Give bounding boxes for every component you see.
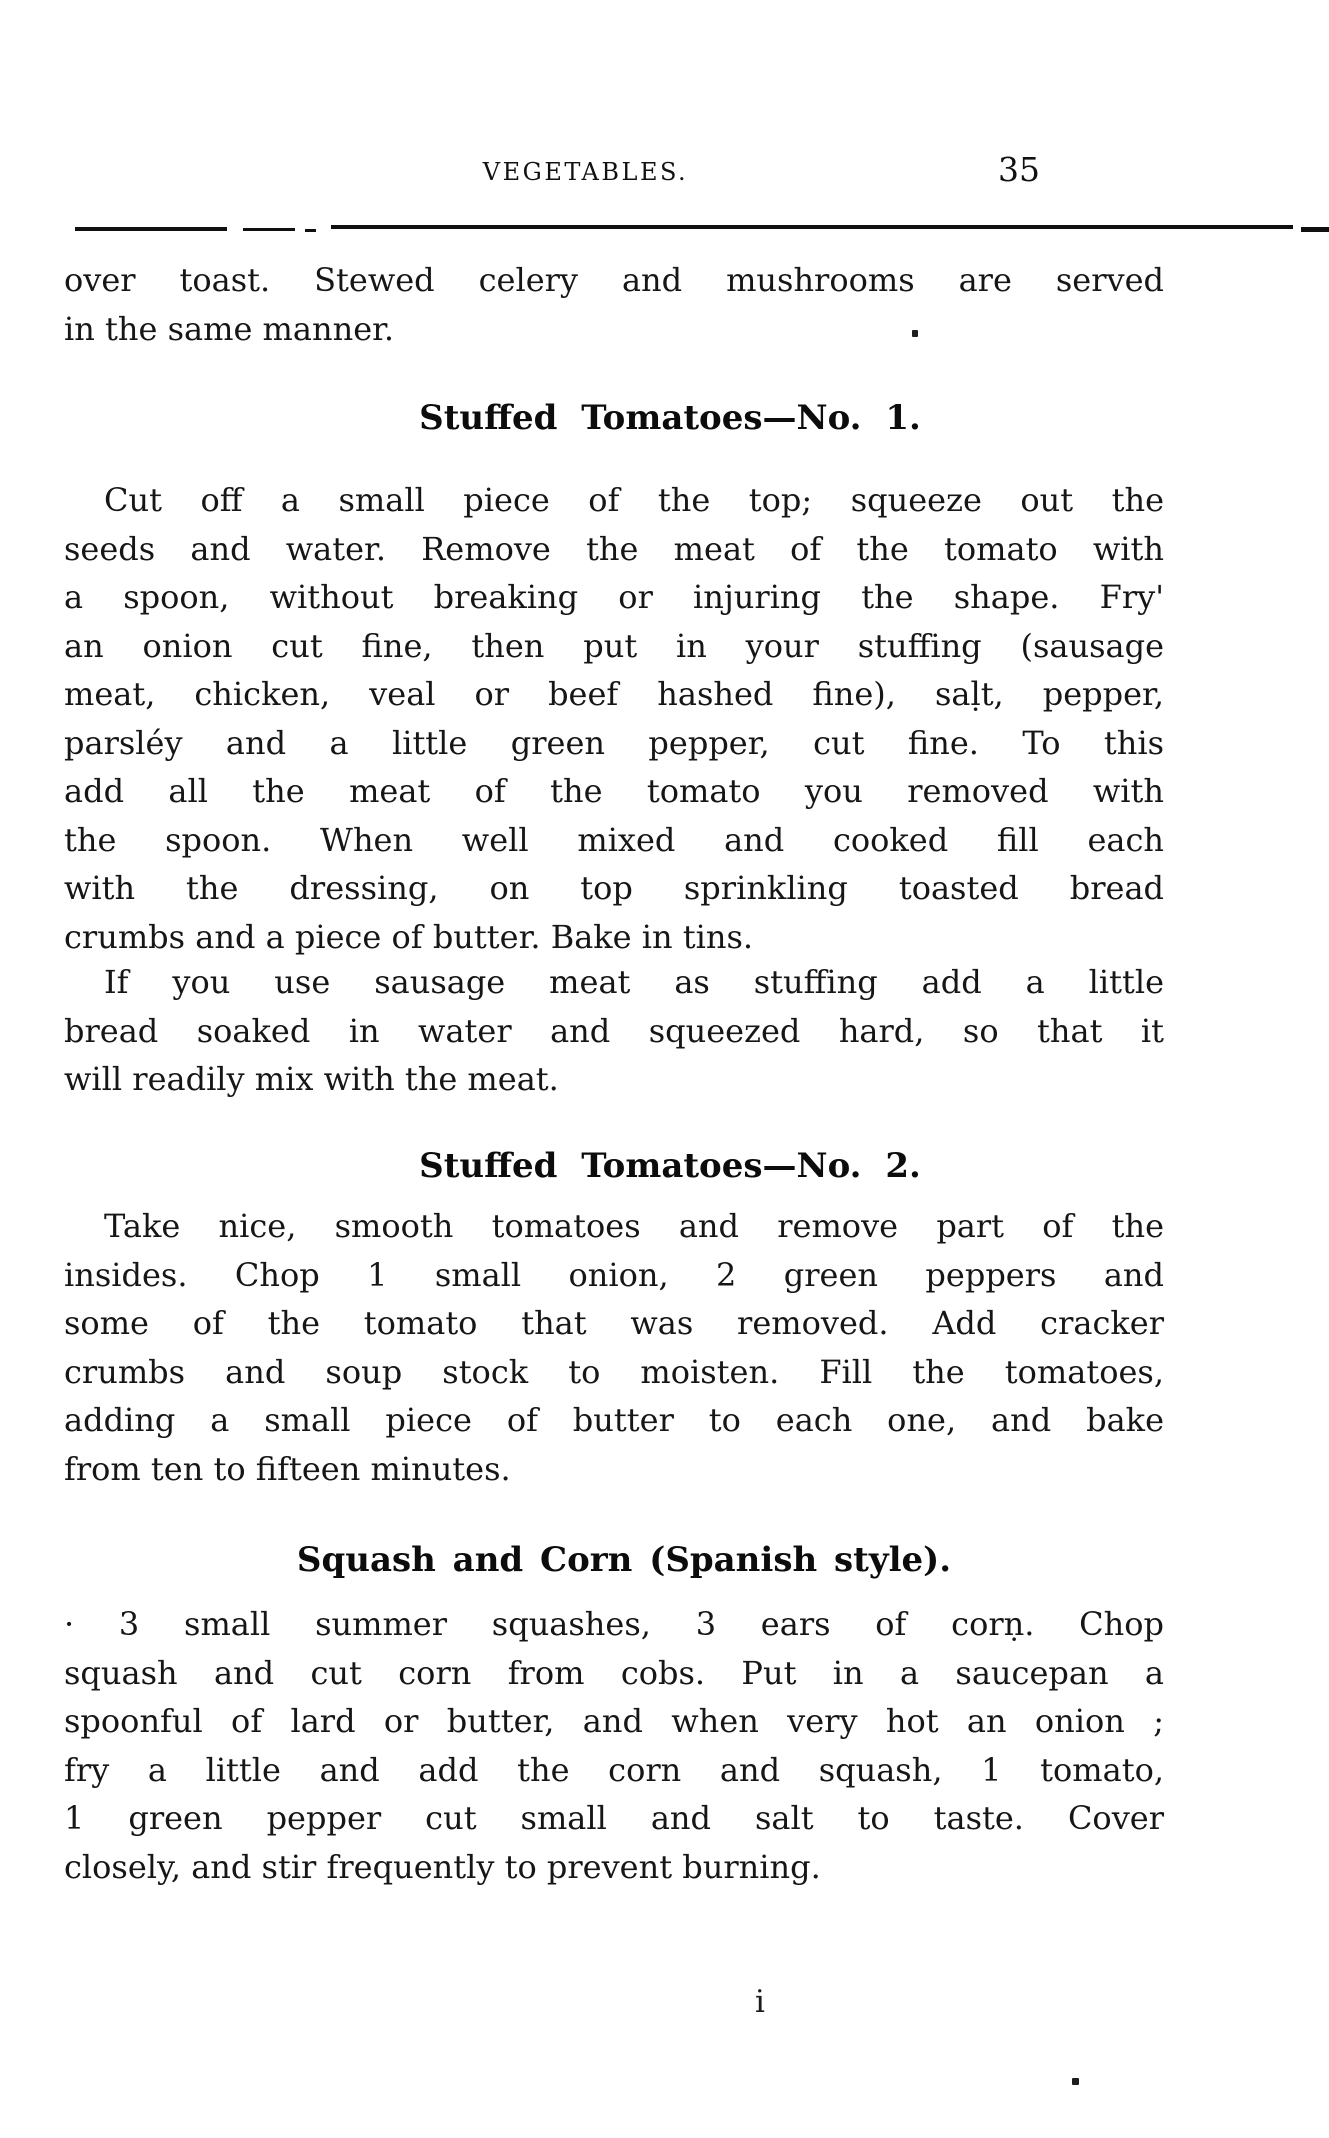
text-line: crumbs and a piece of butter. Bake in tins. [64,917,754,956]
content-blocks [64,0,1164,2138]
recipe-heading: Stuffed Tomatoes—No. 2. [419,1146,921,1186]
text-line: closely, and stir frequently to prevent burning. [64,1847,821,1886]
text-line: squash and cut corn from cobs. Put in a saucepan a [64,1653,1164,1692]
text-line: insides. Chop 1 small onion, 2 green peppers and [64,1255,1164,1294]
text-line: meat, chicken, veal or beef hashed fine), saḷt, pepper, [64,675,1164,713]
text-line: over toast. Stewed celery and mushrooms are served [64,261,1164,299]
text-line: crumbs and soup stock to moisten. Fill the tomatoes, [64,1352,1164,1391]
divider-rule-segment [1301,227,1329,232]
text-line: in the same manner. [64,309,395,348]
scan-speck [1072,2078,1079,2085]
text-line: fry a little and add the corn and squash, 1 tomato, [64,1750,1164,1789]
text-line: Cut off a small piece of the top; squeeze out the [104,481,1164,519]
text-line: spoonful of lard or butter, and when very hot an onion ; [64,1702,1164,1740]
text-line: a spoon, without breaking or injuring the shape. Fry' [64,578,1164,616]
text-line: some of the tomato that was removed. Add cracker [64,1304,1164,1342]
paragraph [64,256,1164,353]
paragraph [64,1202,1164,1493]
ink-artifact: i [755,1984,765,2020]
paragraph [64,476,1164,961]
page-number: 35 [998,150,1040,189]
text-line: will readily mix with the meat. [64,1060,559,1098]
paragraph [64,1600,1164,1891]
text-line: · 3 small summer squashes, 3 ears of corṇ. Chop [64,1605,1164,1643]
scan-speck [912,330,918,337]
text-line: with the dressing, on top sprinkling toasted bread [64,869,1164,907]
text-line: 1 green pepper cut small and salt to taste. Cover [64,1799,1164,1837]
text-line: If you use sausage meat as stuffing add a little [104,963,1164,1001]
text-line: Take nice, smooth tomatoes and remove part of the [104,1207,1164,1245]
recipe-heading: Squash and Corn (Spanish style). [296,1540,952,1580]
text-line: adding a small piece of butter to each one, and bake [64,1401,1164,1439]
text-line: seeds and water. Remove the meat of the tomato with [64,529,1164,568]
text-line: bread soaked in water and squeezed hard, so that it [64,1011,1164,1050]
text-line: parsléy and a little green pepper, cut fine. To this [64,723,1164,762]
recipe-heading: Stuffed Tomatoes—No. 1. [419,398,921,438]
text-line: from ten to fifteen minutes. [64,1449,511,1488]
paragraph [64,958,1164,1104]
text-line: add all the meat of the tomato you removed with [64,772,1164,810]
page-title: VEGETABLES. [482,158,689,186]
text-line: an onion cut fine, then put in your stuffing (sausage [64,626,1164,665]
text-line: the spoon. When well mixed and cooked fill each [64,820,1164,859]
